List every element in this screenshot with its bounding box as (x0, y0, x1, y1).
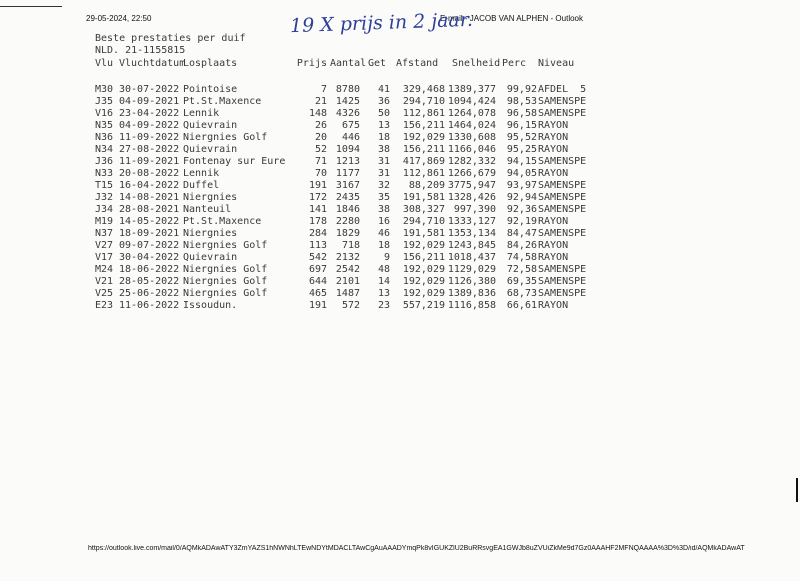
cell-get: 32 (377, 180, 390, 191)
table-row (0, 240, 800, 252)
cell-snelheid: 1094,424 (447, 96, 496, 107)
cell-snelheid: 1353,134 (447, 228, 496, 239)
cell-niveau: SAMENSPE (538, 156, 587, 167)
cell-vlu: E23 (95, 300, 114, 311)
cell-snelheid: 1389,836 (447, 288, 496, 299)
cell-afstand: 192,029 (402, 132, 445, 143)
cell-snelheid: 1018,437 (447, 252, 496, 263)
cell-niveau: SAMENSPE (538, 180, 587, 191)
cell-vluchtdatum: 18-06-2022 (119, 264, 180, 275)
cell-afstand: 156,211 (402, 120, 445, 131)
cell-prijs: 141 (308, 204, 327, 215)
cell-prijs: 542 (308, 252, 327, 263)
table-row (0, 204, 800, 216)
cell-vlu: V27 (95, 240, 114, 251)
cell-losplaats: Niergnies Golf (183, 240, 268, 251)
cell-get: 31 (377, 156, 390, 167)
cell-vluchtdatum: 04-09-2022 (119, 120, 180, 131)
results-table (0, 84, 800, 312)
cell-vlu: V21 (95, 276, 114, 287)
cell-vlu: N35 (95, 120, 114, 131)
cell-snelheid: 1330,608 (447, 132, 496, 143)
cell-afstand: 156,211 (402, 144, 445, 155)
cell-vlu: V17 (95, 252, 114, 263)
cell-vluchtdatum: 27-08-2022 (119, 144, 180, 155)
cell-vlu: J32 (95, 192, 114, 203)
cell-niveau: SAMENSPE (538, 204, 587, 215)
cell-niveau: SAMENSPE (538, 228, 587, 239)
cell-prijs: 71 (314, 156, 327, 167)
cell-prijs: 172 (308, 192, 327, 203)
cell-afstand: 557,219 (402, 300, 445, 311)
cell-niveau: RAYON (538, 120, 569, 131)
table-row (0, 216, 800, 228)
table-row (0, 180, 800, 192)
cell-niveau: SAMENSPE (538, 264, 587, 275)
cell-vluchtdatum: 11-06-2022 (119, 300, 180, 311)
table-header (0, 58, 800, 72)
handwritten-note: 19 X prijs in 2 jaar. (289, 8, 474, 38)
cell-losplaats: Pt.St.Maxence (183, 96, 262, 107)
col-losplaats: Losplaats (183, 58, 238, 69)
cell-losplaats: Niergnies Golf (183, 288, 268, 299)
cell-get: 13 (377, 120, 390, 131)
document-title: Beste prestaties per duif (95, 33, 246, 44)
cell-vluchtdatum: 28-08-2021 (119, 204, 180, 215)
cell-niveau: RAYON (538, 300, 569, 311)
cell-get: 38 (377, 204, 390, 215)
cell-vluchtdatum: 28-05-2022 (119, 276, 180, 287)
table-row (0, 300, 800, 312)
cell-niveau: SAMENSPE (538, 192, 587, 203)
table-row (0, 84, 800, 96)
cell-perc: 72,58 (506, 264, 537, 275)
cell-snelheid: 1264,078 (447, 108, 496, 119)
cell-get: 23 (377, 300, 390, 311)
cell-perc: 95,25 (506, 144, 537, 155)
cell-snelheid: 1129,029 (447, 264, 496, 275)
cell-prijs: 191 (308, 180, 327, 191)
cell-vlu: N37 (95, 228, 114, 239)
cell-aantal: 1094 (335, 144, 360, 155)
cell-losplaats: Niergnies (183, 228, 238, 239)
cell-snelheid: 1266,679 (447, 168, 496, 179)
cell-aantal: 718 (341, 240, 360, 251)
cell-vlu: N36 (95, 132, 114, 143)
cell-aantal: 2132 (335, 252, 360, 263)
top-edge-rule (0, 6, 62, 7)
cell-vluchtdatum: 18-09-2021 (119, 228, 180, 239)
cell-vluchtdatum: 11-09-2022 (119, 132, 180, 143)
cell-vluchtdatum: 04-09-2021 (119, 96, 180, 107)
cell-aantal: 3167 (335, 180, 360, 191)
cell-aantal: 446 (341, 132, 360, 143)
cell-afstand: 294,710 (402, 96, 445, 107)
cell-prijs: 20 (314, 132, 327, 143)
cell-prijs: 113 (308, 240, 327, 251)
col-afstand: Afstand (396, 58, 439, 69)
cell-snelheid: 997,390 (453, 204, 496, 215)
print-url: https://outlook.live.com/mail/0/AQMkADAwATY3ZmYAZS1hNWNhLTEwNDYtMDACLTAwCgAuAAADYmqPk8vIGUKZlU2BuRRsvgEA1GWJb8uZVUiZkMe9d7Gz0AAAHF2MFNQAAAA%3D%3D/id/AQMkADAwAT (88, 545, 745, 552)
cell-losplaats: Pt.St.Maxence (183, 216, 262, 227)
cell-prijs: 21 (314, 96, 327, 107)
cell-get: 36 (377, 96, 390, 107)
cell-vlu: N33 (95, 168, 114, 179)
cell-perc: 99,92 (506, 84, 537, 95)
cell-get: 9 (383, 252, 390, 263)
cell-vluchtdatum: 16-04-2022 (119, 180, 180, 191)
cell-aantal: 1846 (335, 204, 360, 215)
cell-aantal: 1177 (335, 168, 360, 179)
cell-perc: 68,73 (506, 288, 537, 299)
cell-vlu: N34 (95, 144, 114, 155)
cell-aantal: 2101 (335, 276, 360, 287)
table-row (0, 276, 800, 288)
cell-vlu: M30 (95, 84, 114, 95)
cell-losplaats: Duffel (183, 180, 220, 191)
cell-snelheid: 1116,858 (447, 300, 496, 311)
cell-snelheid: 1166,046 (447, 144, 496, 155)
cell-vluchtdatum: 20-08-2022 (119, 168, 180, 179)
cell-perc: 66,61 (506, 300, 537, 311)
col-prijs: Prijs (296, 58, 327, 69)
cell-prijs: 178 (308, 216, 327, 227)
cell-losplaats: Quievrain (183, 120, 238, 131)
cell-niveau: RAYON (538, 132, 569, 143)
cell-vlu: V16 (95, 108, 114, 119)
cell-get: 46 (377, 228, 390, 239)
cell-niveau: SAMENSPE (538, 276, 587, 287)
col-niveau: Niveau (538, 58, 575, 69)
cell-aantal: 8780 (335, 84, 360, 95)
cell-losplaats: Niergnies Golf (183, 264, 268, 275)
cell-snelheid: 1464,024 (447, 120, 496, 131)
cell-aantal: 4326 (335, 108, 360, 119)
col-vluchtdatum: Vluchtdatum (119, 58, 186, 69)
cell-prijs: 52 (314, 144, 327, 155)
cell-aantal: 1425 (335, 96, 360, 107)
col-snelheid: Snelheid (452, 58, 501, 69)
cell-losplaats: Fontenay sur Eure (183, 156, 286, 167)
cell-losplaats: Niergnies (183, 192, 238, 203)
cell-vluchtdatum: 23-04-2022 (119, 108, 180, 119)
table-row (0, 108, 800, 120)
edge-mark (796, 478, 798, 502)
ring-number: NLD. 21-1155815 (95, 45, 186, 56)
cell-niveau: RAYON (538, 252, 569, 263)
cell-prijs: 284 (308, 228, 327, 239)
cell-afstand: 192,029 (402, 240, 445, 251)
cell-prijs: 465 (308, 288, 327, 299)
cell-perc: 92,36 (506, 204, 537, 215)
cell-aantal: 2542 (335, 264, 360, 275)
cell-vlu: J36 (95, 156, 114, 167)
cell-losplaats: Niergnies Golf (183, 132, 268, 143)
table-row (0, 264, 800, 276)
cell-afstand: 294,710 (402, 216, 445, 227)
cell-perc: 74,58 (506, 252, 537, 263)
cell-perc: 95,52 (506, 132, 537, 143)
cell-afstand: 417,869 (402, 156, 445, 167)
cell-niveau: SAMENSPE (538, 288, 587, 299)
cell-losplaats: Issoudun. (183, 300, 238, 311)
cell-perc: 92,19 (506, 216, 537, 227)
cell-get: 38 (377, 144, 390, 155)
cell-aantal: 675 (341, 120, 360, 131)
cell-get: 16 (377, 216, 390, 227)
cell-snelheid: 3775,947 (447, 180, 496, 191)
cell-losplaats: Pointoise (183, 84, 238, 95)
cell-perc: 93,97 (506, 180, 537, 191)
cell-vluchtdatum: 30-07-2022 (119, 84, 180, 95)
cell-get: 14 (377, 276, 390, 287)
cell-get: 18 (377, 240, 390, 251)
cell-perc: 69,35 (506, 276, 537, 287)
cell-snelheid: 1333,127 (447, 216, 496, 227)
table-row (0, 228, 800, 240)
cell-perc: 94,05 (506, 168, 537, 179)
cell-vluchtdatum: 11-09-2021 (119, 156, 180, 167)
table-row (0, 144, 800, 156)
cell-get: 35 (377, 192, 390, 203)
table-row (0, 120, 800, 132)
cell-aantal: 572 (341, 300, 360, 311)
cell-aantal: 2280 (335, 216, 360, 227)
cell-vlu: J35 (95, 96, 114, 107)
cell-prijs: 644 (308, 276, 327, 287)
cell-prijs: 70 (314, 168, 327, 179)
table-row (0, 96, 800, 108)
cell-losplaats: Nanteuil (183, 204, 232, 215)
cell-vluchtdatum: 30-04-2022 (119, 252, 180, 263)
cell-afstand: 329,468 (402, 84, 445, 95)
cell-perc: 84,47 (506, 228, 537, 239)
cell-snelheid: 1282,332 (447, 156, 496, 167)
cell-niveau: RAYON (538, 216, 569, 227)
cell-snelheid: 1389,377 (447, 84, 496, 95)
cell-losplaats: Quievrain (183, 252, 238, 263)
cell-vlu: V25 (95, 288, 114, 299)
cell-perc: 96,58 (506, 108, 537, 119)
cell-losplaats: Lennik (183, 108, 220, 119)
col-get: Get (368, 58, 387, 69)
cell-vlu: M24 (95, 264, 114, 275)
cell-niveau: SAMENSPE (538, 96, 587, 107)
cell-get: 31 (377, 168, 390, 179)
cell-afstand: 191,581 (402, 192, 445, 203)
cell-niveau: SAMENSPE (538, 108, 587, 119)
print-window-title: E-mail - JACOB VAN ALPHEN - Outlook (440, 14, 583, 23)
col-aantal: Aantal (330, 58, 367, 69)
cell-afstand: 308,327 (402, 204, 445, 215)
cell-aantal: 1829 (335, 228, 360, 239)
cell-afstand: 112,861 (402, 108, 445, 119)
cell-perc: 92,94 (506, 192, 537, 203)
cell-losplaats: Niergnies Golf (183, 276, 268, 287)
cell-snelheid: 1126,380 (447, 276, 496, 287)
cell-afstand: 192,029 (402, 288, 445, 299)
cell-afstand: 192,029 (402, 264, 445, 275)
cell-prijs: 191 (308, 300, 327, 311)
cell-vluchtdatum: 14-08-2021 (119, 192, 180, 203)
cell-get: 18 (377, 132, 390, 143)
cell-vluchtdatum: 25-06-2022 (119, 288, 180, 299)
cell-vluchtdatum: 14-05-2022 (119, 216, 180, 227)
cell-get: 41 (377, 84, 390, 95)
cell-prijs: 7 (320, 84, 327, 95)
print-datetime: 29-05-2024, 22:50 (86, 14, 152, 23)
cell-niveau: AFDEL 5 (538, 84, 587, 95)
cell-perc: 96,15 (506, 120, 537, 131)
cell-prijs: 148 (308, 108, 327, 119)
cell-perc: 94,15 (506, 156, 537, 167)
cell-prijs: 697 (308, 264, 327, 275)
cell-snelheid: 1243,845 (447, 240, 496, 251)
cell-perc: 84,26 (506, 240, 537, 251)
cell-niveau: RAYON (538, 144, 569, 155)
cell-afstand: 88,209 (408, 180, 445, 191)
cell-aantal: 1487 (335, 288, 360, 299)
table-row (0, 288, 800, 300)
table-row (0, 132, 800, 144)
cell-losplaats: Quievrain (183, 144, 238, 155)
cell-vluchtdatum: 09-07-2022 (119, 240, 180, 251)
table-row (0, 156, 800, 168)
cell-prijs: 26 (314, 120, 327, 131)
cell-afstand: 156,211 (402, 252, 445, 263)
cell-aantal: 2435 (335, 192, 360, 203)
cell-afstand: 191,581 (402, 228, 445, 239)
cell-perc: 98,53 (506, 96, 537, 107)
cell-vlu: M19 (95, 216, 114, 227)
table-row (0, 252, 800, 264)
col-vlu: Vlu (95, 58, 114, 69)
cell-get: 50 (377, 108, 390, 119)
cell-losplaats: Lennik (183, 168, 220, 179)
cell-afstand: 112,861 (402, 168, 445, 179)
cell-get: 13 (377, 288, 390, 299)
table-row (0, 168, 800, 180)
col-perc: Perc (502, 58, 527, 69)
cell-niveau: RAYON (538, 240, 569, 251)
cell-afstand: 192,029 (402, 276, 445, 287)
table-row (0, 192, 800, 204)
cell-niveau: RAYON (538, 168, 569, 179)
cell-get: 48 (377, 264, 390, 275)
cell-snelheid: 1328,426 (447, 192, 496, 203)
cell-vlu: T15 (95, 180, 114, 191)
cell-aantal: 1213 (335, 156, 360, 167)
cell-vlu: J34 (95, 204, 114, 215)
